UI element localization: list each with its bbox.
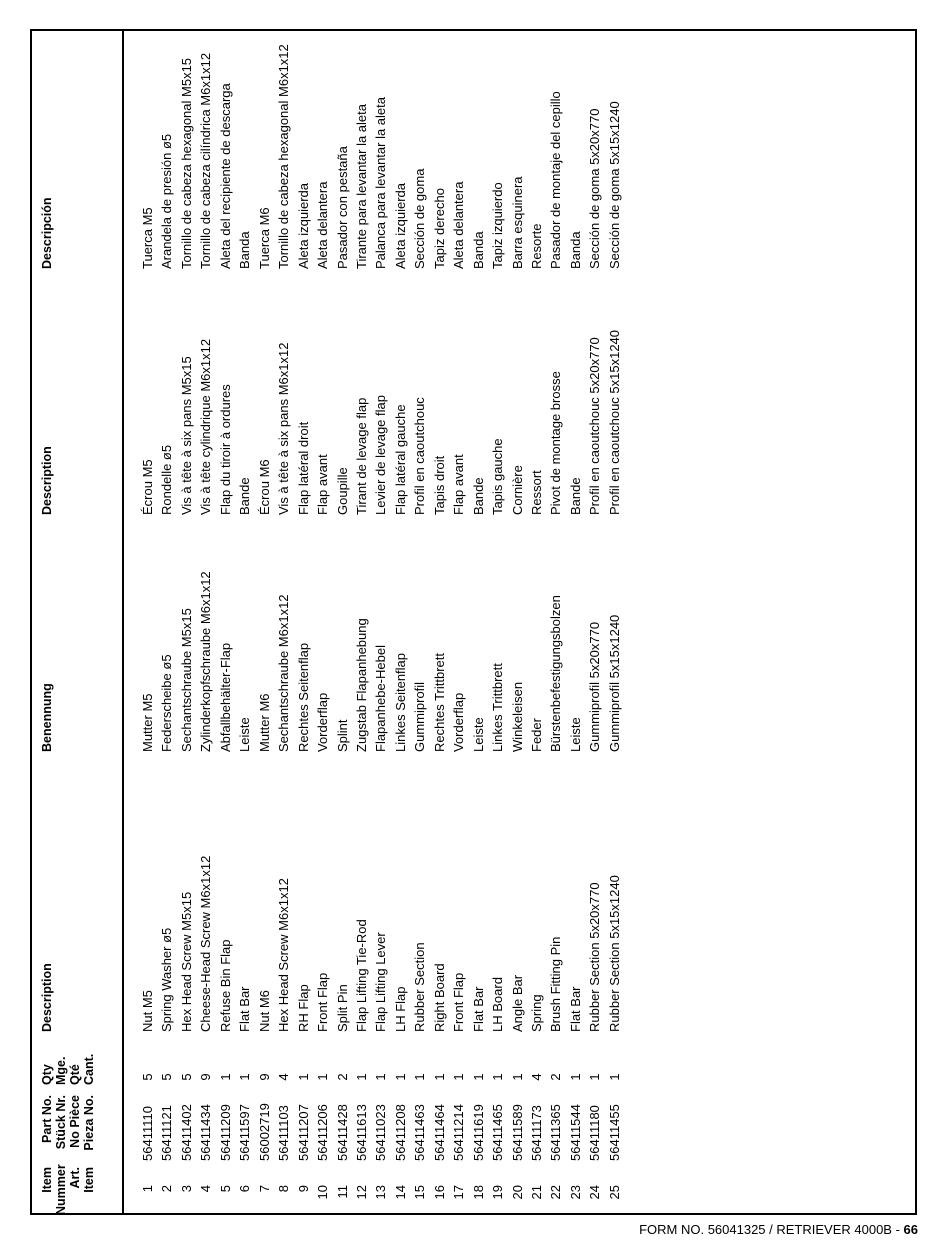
cell-item: 6 — [237, 1185, 253, 1193]
cell-item: 22 — [548, 1185, 564, 1200]
cell-fr: Tapis gauche — [490, 438, 506, 515]
cell-fr: Bande — [567, 477, 583, 515]
cell-en: Spring — [529, 994, 544, 1032]
cell-en: Nut M6 — [256, 990, 272, 1032]
cell-en: Split Pin — [334, 984, 350, 1032]
cell-en: LH Flap — [392, 986, 408, 1032]
cell-fr: Profil en caoutchouc — [412, 397, 428, 515]
cell-qty: 1 — [587, 1073, 603, 1081]
table-row — [196, 31, 215, 1215]
header-item-fr: Art. — [68, 1167, 82, 1189]
cell-fr: Tapis droit — [431, 455, 447, 515]
cell-item: 1 — [140, 1185, 155, 1193]
table-row — [216, 31, 235, 1215]
header-descripcion-text: Descripción — [40, 197, 54, 269]
cell-es: Arandela de presión ø5 — [159, 133, 175, 269]
cell-fr: Vis à tête à six pans M5x15 — [178, 356, 194, 515]
cell-qty: 1 — [353, 1073, 369, 1081]
table-row — [313, 31, 332, 1215]
cell-en: Hex Head Screw M6x1x12 — [276, 878, 292, 1032]
cell-en: Cheese-Head Screw M6x1x12 — [198, 855, 214, 1032]
cell-de: Linkes Seitenflap — [392, 652, 408, 752]
cell-fr: Goupille — [334, 467, 350, 515]
cell-es: Barra esquinera — [509, 176, 525, 269]
cell-item: 23 — [567, 1185, 583, 1200]
header-description-fr — [40, 446, 54, 515]
table-row — [138, 31, 157, 1215]
cell-es: Resorte — [529, 223, 544, 269]
cell-de: Bürstenbefestigungsbolzen — [548, 595, 564, 752]
table-row — [177, 31, 196, 1215]
cell-de: Leiste — [567, 717, 583, 752]
header-item-de: Nummer — [54, 1164, 68, 1215]
cell-part: 56411464 — [431, 1104, 447, 1161]
cell-es: Banda — [237, 231, 253, 269]
cell-es: Sección de goma 5x20x770 — [587, 108, 603, 269]
cell-item: 25 — [606, 1185, 622, 1200]
cell-part: 56411428 — [334, 1104, 350, 1161]
cell-item: 9 — [295, 1185, 311, 1193]
cell-fr: Levier de levage flap — [373, 395, 389, 515]
page-number: 66 — [903, 1222, 918, 1237]
cell-part: 56411465 — [490, 1104, 506, 1161]
cell-de: Linkes Trittbrett — [490, 663, 506, 752]
cell-part: 56411121 — [159, 1105, 175, 1161]
cell-fr: Rondelle ø5 — [159, 444, 175, 515]
header-description-en-text: Description — [40, 963, 54, 1032]
cell-qty: 1 — [217, 1073, 233, 1081]
table-row — [469, 31, 488, 1215]
cell-part: 56411207 — [295, 1104, 311, 1161]
cell-qty: 1 — [431, 1073, 447, 1081]
table-row — [585, 31, 604, 1215]
cell-part: 56411180 — [587, 1105, 603, 1161]
cell-fr: Flap latéral gauche — [392, 404, 408, 515]
cell-fr: Vis à tête cylindrique M6x1x12 — [198, 338, 214, 515]
cell-fr: Tirant de levage flap — [353, 397, 369, 515]
cell-en: Right Board — [431, 963, 447, 1032]
cell-en: Rubber Section — [412, 942, 428, 1032]
cell-en: Flap Lifting Lever — [373, 932, 389, 1032]
cell-es: Palanca para levantar la aleta — [373, 96, 389, 269]
table-row — [527, 31, 546, 1215]
cell-en: Flap Lifting Tie-Rod — [353, 919, 369, 1032]
cell-en: LH Board — [490, 977, 506, 1032]
cell-part: 56411455 — [606, 1104, 622, 1161]
header-item-en: Item — [40, 1167, 54, 1193]
cell-item: 16 — [431, 1185, 447, 1200]
cell-en: Flat Bar — [237, 986, 253, 1032]
cell-fr: Bande — [470, 477, 486, 515]
table-row — [391, 31, 410, 1215]
header-item — [40, 1164, 96, 1215]
cell-fr: Pivot de montage brosse — [548, 371, 564, 515]
header-part-es: Pieza No. — [82, 1095, 96, 1151]
table-row — [546, 31, 565, 1215]
cell-fr: Flap avant — [451, 454, 467, 515]
cell-part: 56411434 — [198, 1104, 214, 1161]
cell-en: Nut M5 — [140, 990, 155, 1032]
table-row — [449, 31, 468, 1215]
header-part-no — [40, 1095, 96, 1167]
cell-es: Tuerca M5 — [140, 207, 155, 269]
cell-en: Flat Bar — [567, 986, 583, 1032]
cell-qty: 2 — [548, 1073, 564, 1081]
header-qty-fr: Qté — [68, 1064, 82, 1085]
table-row — [410, 31, 429, 1215]
cell-de: Splint — [334, 719, 350, 752]
cell-fr: Bande — [237, 477, 253, 515]
cell-es: Tapiz derecho — [431, 188, 447, 269]
cell-qty: 2 — [334, 1073, 350, 1081]
cell-part: 56411023 — [373, 1104, 389, 1161]
header-description-fr-text: Description — [40, 446, 54, 515]
cell-fr: Flap avant — [315, 454, 331, 515]
cell-part: 56411209 — [217, 1104, 233, 1161]
footer-form-number: FORM NO. 56041325 / RETRIEVER 4000B - — [639, 1222, 904, 1237]
cell-qty: 4 — [529, 1073, 544, 1081]
table-row — [274, 31, 293, 1215]
cell-part: 56411173 — [529, 1105, 544, 1161]
cell-part: 56411619 — [470, 1104, 486, 1161]
cell-qty: 1 — [315, 1073, 331, 1081]
table-row — [294, 31, 313, 1215]
cell-de: Sechantschraube M5x15 — [178, 608, 194, 752]
cell-qty: 4 — [276, 1073, 292, 1081]
cell-de: Mutter M6 — [256, 693, 272, 752]
cell-item: 14 — [392, 1185, 408, 1200]
cell-es: Aleta izquierda — [295, 183, 311, 269]
cell-en: Brush Fitting Pin — [548, 936, 564, 1032]
cell-item: 11 — [334, 1185, 350, 1199]
header-part-en: Part No. — [40, 1095, 54, 1143]
cell-de: Vorderflap — [315, 692, 331, 752]
header-descripcion — [40, 197, 54, 269]
page-footer — [639, 1222, 918, 1237]
cell-fr: Cornière — [509, 465, 525, 515]
cell-item: 5 — [217, 1185, 233, 1193]
cell-es: Aleta izquierda — [392, 183, 408, 269]
cell-de: Rechtes Seitenflap — [295, 642, 311, 752]
header-description-en — [40, 963, 54, 1032]
cell-es: Aleta delantera — [315, 181, 331, 269]
cell-item: 10 — [315, 1185, 331, 1200]
cell-de: Abfallbehälter-Flap — [217, 642, 233, 752]
header-qty-es: Cant. — [82, 1053, 96, 1085]
cell-es: Tapiz izquierdo — [490, 182, 506, 269]
cell-de: Mutter M5 — [140, 693, 155, 752]
cell-fr: Profil en caoutchouc 5x20x770 — [587, 337, 603, 515]
parts-table-rotated — [32, 31, 918, 1215]
cell-en: Refuse Bin Flap — [217, 939, 233, 1032]
cell-qty: 5 — [140, 1073, 155, 1081]
cell-de: Gummiprofil 5x15x1240 — [606, 614, 622, 752]
cell-item: 13 — [373, 1185, 389, 1200]
cell-qty: 5 — [159, 1073, 175, 1081]
cell-item: 21 — [529, 1185, 544, 1200]
cell-qty: 1 — [392, 1073, 408, 1081]
cell-en: Front Flap — [315, 972, 331, 1032]
cell-item: 15 — [412, 1185, 428, 1200]
cell-qty: 9 — [198, 1073, 214, 1081]
cell-qty: 1 — [606, 1073, 622, 1081]
cell-fr: Écrou M6 — [256, 459, 272, 515]
cell-item: 12 — [353, 1185, 369, 1200]
cell-es: Pasador con pestaña — [334, 146, 350, 269]
cell-item: 24 — [587, 1185, 603, 1200]
cell-de: Zylinderkopfschraube M6x1x12 — [198, 571, 214, 752]
cell-de: Leiste — [237, 717, 253, 752]
cell-de: Sechantschraube M6x1x12 — [276, 594, 292, 752]
cell-en: Angle Bar — [509, 974, 525, 1032]
cell-item: 8 — [276, 1185, 292, 1193]
cell-item: 4 — [198, 1185, 214, 1193]
cell-qty: 1 — [451, 1073, 467, 1081]
cell-de: Gummiprofil — [412, 681, 428, 752]
cell-de: Leiste — [470, 717, 486, 752]
header-benennung-text: Benennung — [40, 683, 54, 752]
cell-part: 56411589 — [509, 1104, 525, 1161]
cell-fr: Ressort — [529, 470, 544, 515]
cell-part: 56411214 — [451, 1104, 467, 1161]
cell-fr: Vis à tête à six pans M6x1x12 — [276, 342, 292, 515]
cell-qty: 5 — [178, 1073, 194, 1081]
cell-qty: 1 — [490, 1073, 506, 1081]
parts-table-frame — [30, 29, 917, 1215]
table-row — [508, 31, 527, 1215]
cell-qty: 1 — [509, 1073, 525, 1081]
header-qty — [40, 1035, 96, 1085]
cell-part: 56411208 — [392, 1104, 408, 1161]
cell-part: 56411110 — [140, 1106, 155, 1161]
cell-fr: Écrou M5 — [140, 459, 155, 515]
cell-en: Front Flap — [451, 972, 467, 1032]
cell-en: Flat Bar — [470, 986, 486, 1032]
table-row — [488, 31, 507, 1215]
cell-part: 56411463 — [412, 1104, 428, 1161]
header-item-es: Item — [82, 1167, 96, 1193]
table-row — [371, 31, 390, 1215]
cell-fr: Flap du tiroir à ordures — [217, 384, 233, 515]
cell-item: 2 — [159, 1185, 175, 1193]
cell-part: 56411103 — [276, 1105, 292, 1161]
cell-qty: 1 — [470, 1073, 486, 1081]
table-row — [157, 31, 176, 1215]
cell-es: Sección de goma — [412, 168, 428, 269]
cell-part: 56411365 — [548, 1104, 564, 1161]
header-part-de: Stück Nr. — [54, 1095, 68, 1150]
cell-es: Tornillo de cabeza hexagonal M5x15 — [178, 57, 194, 269]
cell-de: Federscheibe ø5 — [159, 654, 175, 752]
cell-en: Rubber Section 5x15x1240 — [606, 875, 622, 1032]
table-row — [566, 31, 585, 1215]
cell-de: Gummiprofil 5x20x770 — [587, 621, 603, 752]
cell-item: 17 — [451, 1185, 467, 1200]
cell-item: 18 — [470, 1185, 486, 1200]
table-row — [352, 31, 371, 1215]
table-row — [333, 31, 352, 1215]
cell-en: Spring Washer ø5 — [159, 927, 175, 1032]
table-row — [605, 31, 624, 1215]
cell-fr: Profil en caoutchouc 5x15x1240 — [606, 329, 622, 515]
cell-en: RH Flap — [295, 984, 311, 1032]
cell-qty: 1 — [237, 1073, 253, 1081]
cell-es: Tornillo de cabeza hexagonal M6x1x12 — [276, 44, 292, 269]
cell-es: Aleta delantera — [451, 181, 467, 269]
cell-es: Tuerca M6 — [256, 207, 272, 269]
cell-de: Flapanhebe-Hebel — [373, 645, 389, 752]
cell-de: Feder — [529, 718, 544, 752]
cell-es: Aleta del recipiente de descarga — [217, 83, 233, 269]
cell-de: Zugstab Flapanhebung — [353, 618, 369, 752]
cell-item: 20 — [509, 1185, 525, 1200]
cell-part: 56002719 — [256, 1103, 272, 1161]
header-benennung — [40, 683, 54, 752]
cell-es: Tirante para levantar la aleta — [353, 103, 369, 269]
table-row — [235, 31, 254, 1215]
cell-es: Tornillo de cabeza cilíndrica M6x1x12 — [198, 52, 214, 269]
cell-qty: 1 — [412, 1073, 428, 1081]
cell-qty: 1 — [295, 1073, 311, 1081]
cell-fr: Flap latéral droit — [295, 421, 311, 515]
cell-en: Rubber Section 5x20x770 — [587, 882, 603, 1032]
header-part-fr: No Pièce — [68, 1095, 82, 1148]
cell-de: Vorderflap — [451, 692, 467, 752]
cell-es: Pasador de montaje del cepillo — [548, 91, 564, 269]
table-row — [430, 31, 449, 1215]
cell-de: Rechtes Trittbrett — [431, 653, 447, 752]
cell-item: 7 — [256, 1185, 272, 1193]
table-row — [255, 31, 274, 1215]
header-qty-en: Qty — [40, 1064, 54, 1085]
cell-item: 19 — [490, 1185, 506, 1200]
cell-es: Banda — [470, 231, 486, 269]
cell-part: 56411544 — [567, 1104, 583, 1161]
cell-part: 56411597 — [237, 1104, 253, 1161]
cell-item: 3 — [178, 1185, 194, 1193]
parts-rows — [138, 31, 918, 1215]
cell-part: 56411402 — [178, 1104, 194, 1161]
cell-es: Sección de goma 5x15x1240 — [606, 101, 622, 269]
cell-part: 56411613 — [353, 1104, 369, 1161]
cell-qty: 1 — [567, 1073, 583, 1081]
cell-qty: 9 — [256, 1073, 272, 1081]
cell-part: 56411206 — [315, 1104, 331, 1161]
header-qty-de: Mge. — [54, 1056, 68, 1085]
cell-en: Hex Head Screw M5x15 — [178, 891, 194, 1032]
cell-es: Banda — [567, 231, 583, 269]
cell-qty: 1 — [373, 1073, 389, 1081]
cell-de: Winkeleisen — [509, 681, 525, 752]
